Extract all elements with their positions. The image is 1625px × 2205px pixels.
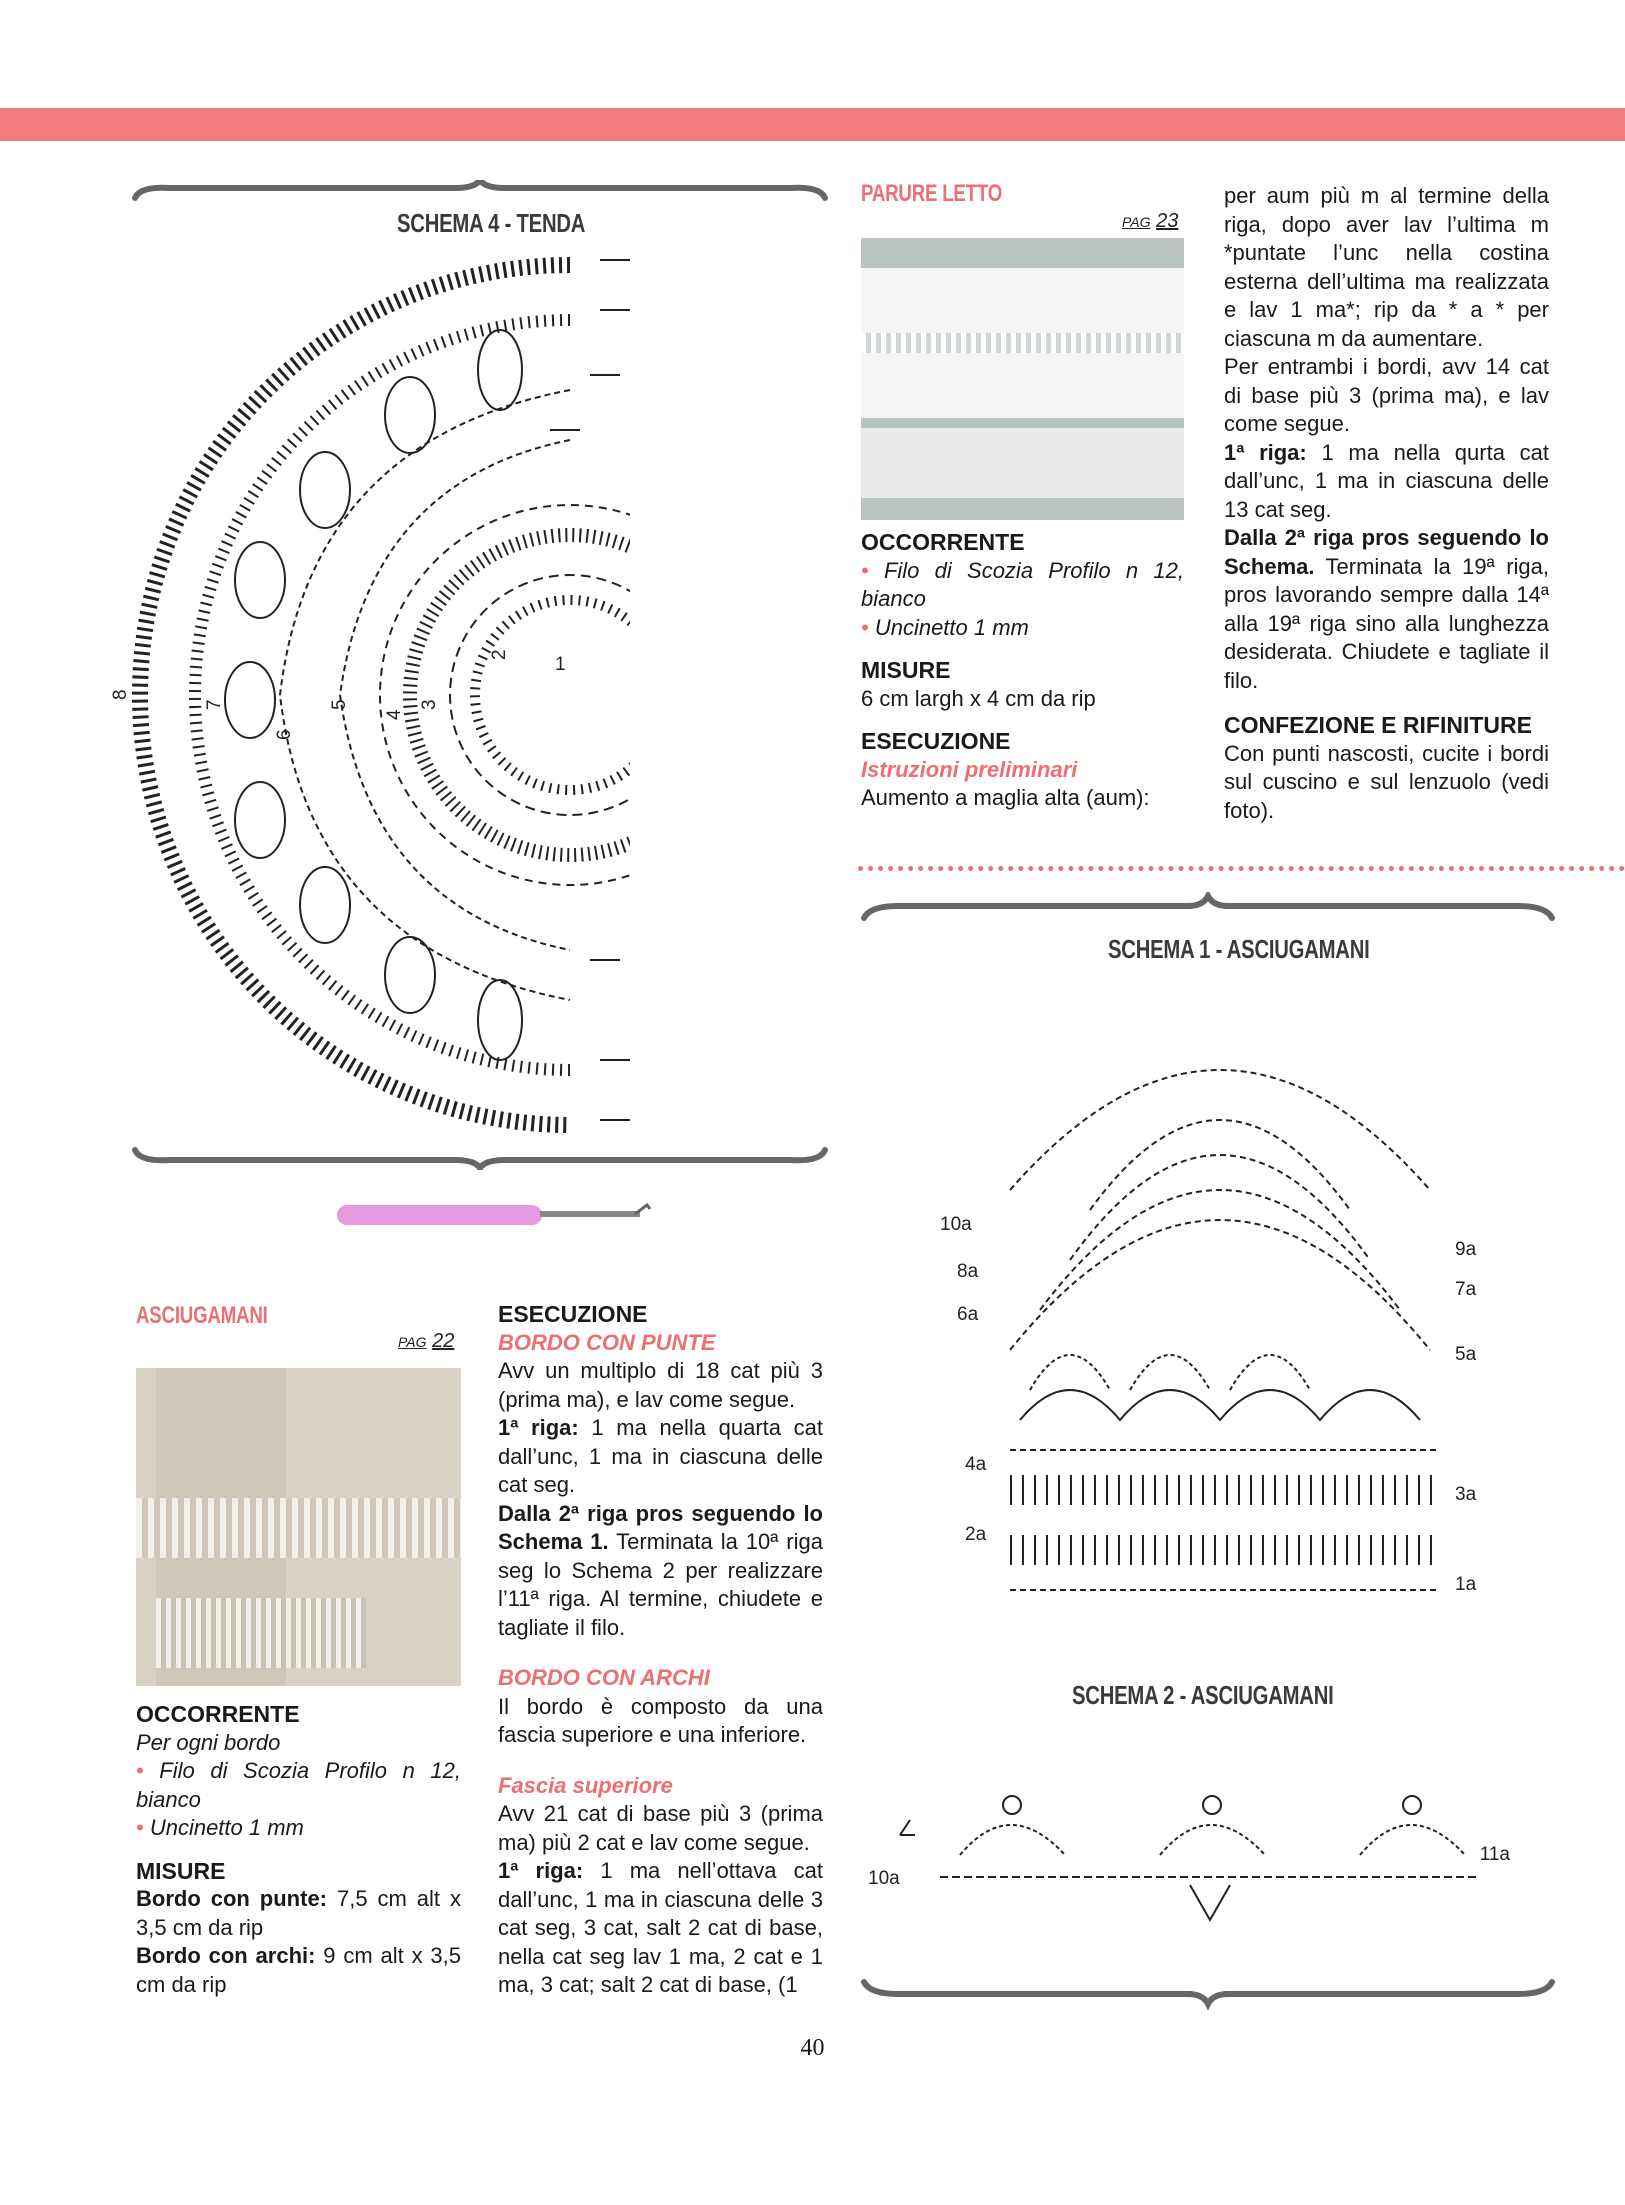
- parure-col2-r1: 1ª riga: 1 ma nella qurta cat dall’unc, 1 ma in ciascuna delle 13 cat seg.: [1224, 439, 1549, 522]
- asciugamani-title: ASCIUGAMANI: [136, 1302, 268, 1329]
- schema1-row-2a: 2a: [965, 1524, 987, 1545]
- confezione-text: Con punti nascosti, cucite i bordi sul cuscino e sul lenzuolo (vedi foto).: [1224, 740, 1549, 823]
- asciugamani-misure-heading: MISURE: [136, 1857, 226, 1884]
- schema1-title: SCHEMA 1 - ASCIUGAMANI: [1108, 934, 1370, 964]
- per-ogni-bordo: Per ogni bordo: [136, 1729, 281, 1755]
- parure-esecuzione-heading: ESECUZIONE: [861, 728, 1011, 754]
- istruzioni-heading: Istruzioni preliminari: [861, 756, 1078, 782]
- top-color-band: [0, 108, 1625, 141]
- schema1-row-5a: 5a: [1455, 1344, 1477, 1365]
- asciugamani-esecuzione-heading: ESECUZIONE: [498, 1301, 648, 1327]
- schema1-row-8a: 8a: [957, 1261, 979, 1282]
- schema4-round-2: 2: [489, 649, 510, 660]
- misure-archi: Bordo con archi: 9 cm alt x 3,5 cm da rip: [136, 1943, 461, 1997]
- parure-col1: [861, 528, 1184, 813]
- parure-photo: [861, 238, 1184, 520]
- parure-col2-p1: per aum più m al termine della riga, dopo aver lav l’ultima m *puntate l’unc nella costina esterna dell’ultima ma realizzata e lav 1 ma*; rip da * a * per ciascuna m da aumentare.: [1224, 183, 1549, 351]
- parure-misure: 6 cm largh x 4 cm da rip: [861, 685, 1096, 711]
- schema2-row-11a: 11a: [1479, 1844, 1510, 1865]
- parure-col2-p2: Per entrambi i bordi, avv 14 cat di base più 3 (prima ma), e lav come segue.: [1224, 354, 1549, 436]
- asciugamani-photo: [136, 1368, 461, 1686]
- schema2-title: SCHEMA 2 - ASCIUGAMANI: [1072, 1680, 1334, 1710]
- parure-occ-item: • Uncinetto 1 mm: [861, 614, 1029, 640]
- schema1-diagram: [940, 990, 1500, 1650]
- parure-col2-r2: Dalla 2ª riga pros seguendo lo Schema. Terminata la 19ª riga, pros lavorando sempre dalla 14ª alla 19ª riga sino alla lunghezza desiderata. Chiudete e tagliate il filo.: [1224, 525, 1549, 693]
- schema4-diagram: [110, 240, 630, 1140]
- asciugamani-occ-item: • Uncinetto 1 mm: [136, 1815, 304, 1840]
- schema1-row-7a: 7a: [1455, 1279, 1477, 1300]
- parure-misure-heading: MISURE: [861, 657, 951, 683]
- punte-r2: Dalla 2ª riga pros seguendo lo Schema 1. Terminata la 10ª riga seg lo Schema 2 per realizzare l’11ª riga. Al termine, chiudete e tagliate il filo.: [498, 1500, 823, 1640]
- schema1-row-1a: 1a: [1455, 1574, 1477, 1595]
- fascia-p1: Avv 21 cat di base più 3 (prima ma) più 2 cat e lav come segue.: [498, 1801, 823, 1855]
- parure-title: PARURE LETTO: [861, 180, 1003, 207]
- schema2-diagram: [860, 1780, 1520, 1950]
- parure-occorrente-heading: OCCORRENTE: [861, 529, 1025, 555]
- confezione-heading: CONFEZIONE E RIFINITURE: [1224, 712, 1532, 738]
- bordo-punte-heading: BORDO CON PUNTE: [498, 1329, 716, 1355]
- bordo-archi-heading: BORDO CON ARCHI: [498, 1665, 710, 1690]
- schema1-row-4a: 4a: [965, 1454, 987, 1475]
- dotted-separator: [858, 866, 1625, 871]
- punte-p1: Avv un multiplo di 18 cat più 3 (prima ma), e lav come segue.: [498, 1358, 823, 1412]
- crochet-hook-image: [335, 1195, 655, 1235]
- parure-occ-item: • Filo di Scozia Profilo n 12, bianco: [861, 557, 1184, 611]
- asciugamani-occ-item: • Filo di Scozia Profilo n 12, bianco: [136, 1758, 461, 1812]
- archi-p1: Il bordo è composto da una fascia superiore e una inferiore.: [498, 1693, 823, 1747]
- schema4-round-1: 1: [555, 654, 566, 675]
- asciugamani-occorrente-heading: OCCORRENTE: [136, 1701, 300, 1727]
- schema4-round-4: 4: [384, 709, 405, 720]
- schema1-row-6a: 6a: [957, 1304, 979, 1325]
- schema4-round-6: 6: [274, 729, 295, 740]
- punte-r1: 1ª riga: 1 ma nella quarta cat dall’unc, 1 ma in ciascuna delle cat seg.: [498, 1415, 823, 1497]
- asciugamani-col1: [136, 1700, 461, 1999]
- schema4-round-5: 5: [329, 699, 350, 710]
- schema1-row-3a: 3a: [1455, 1484, 1477, 1505]
- istruzioni-1: Aumento a maglia alta (aum):: [861, 785, 1150, 810]
- schema4-round-8: 8: [110, 689, 131, 700]
- fascia-r1: 1ª riga: 1 ma nell’ottava cat dall’unc, 1 ma in ciascuna delle 3 cat seg, 3 cat, salt 2 cat di base, nella cat seg lav 1 ma, 2 cat e 1 ma, 3 cat; salt 2 cat di base, (1: [498, 1858, 823, 1997]
- schema4-round-7: 7: [204, 699, 225, 710]
- schema1-row-9a: 9a: [1455, 1239, 1477, 1260]
- fascia-superiore-heading: Fascia superiore: [498, 1772, 673, 1798]
- parure-col2: [1224, 182, 1549, 825]
- asciugamani-page-ref: PAG 22: [398, 1330, 455, 1352]
- misure-punte: Bordo con punte: 7,5 cm alt x 3,5 cm da rip: [136, 1886, 462, 1940]
- schema4-title: SCHEMA 4 - TENDA: [397, 208, 586, 238]
- asciugamani-col2: [498, 1300, 823, 2000]
- schema1-row-10a: 10a: [940, 1214, 972, 1235]
- page-number: 40: [800, 2035, 825, 2061]
- schema4-round-3: 3: [419, 699, 440, 710]
- parure-page-ref: PAG 23: [1122, 210, 1179, 232]
- schema2-row-10a: 10a: [868, 1868, 900, 1889]
